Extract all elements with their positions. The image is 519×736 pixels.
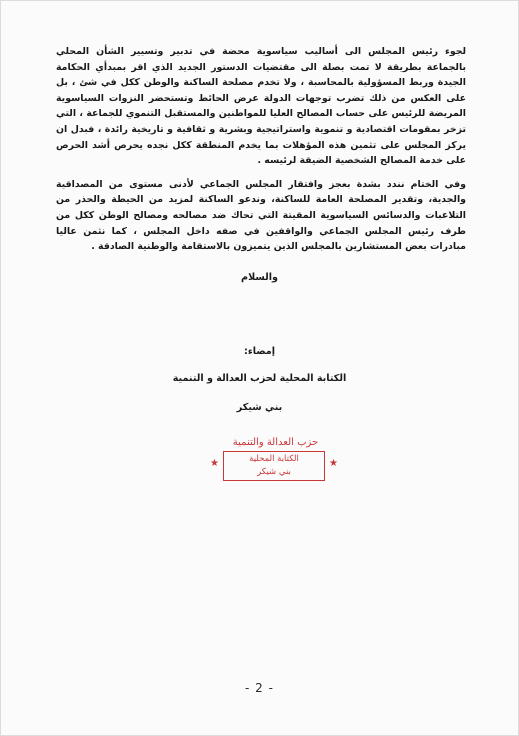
star-icon: ★: [210, 458, 219, 469]
stamp-party-name: حزب العدالة والتنمية: [232, 437, 319, 448]
organization-name: الكتابة المحلية لحزب العدالة و التنمية: [172, 373, 347, 384]
closing-salutation: والسلام: [241, 272, 278, 283]
page-number: - 2 -: [245, 681, 274, 695]
star-icon: ★: [329, 458, 338, 469]
letter-body: [56, 44, 466, 255]
stamp-town: بني شيكر: [257, 467, 291, 477]
paragraph-1: لجوء رئيس المجلس الى أساليب سياسوية محضة في تدبير وتسيير الشأن المحلي بالجماعة بطريقة لا تمت بصلة الى مقتضيات الدستور الجديد الذي اقر بمبدأي الحكامة الجيدة وربط المسؤولية بالمحاسبة ، ولا تخدم مصلحة الساكنة والوطن ككل في شئ ، بل على العكس من ذلك تضرب توجهات الدولة عرض الحائط وتستحضر النزوات السياسوية المريضة للرئيس على حساب المصالح العليا للمواطنين والمستقبل التنموي للجماعة ، التي تزخر بمقومات اقتصادية و تنموية واستراتيجية وبشرية و ثقافية و تاريخية رائدة ، فبدل ان يركز المجلس على تثمين هذه المؤهلات بما يخدم المنطقة ككل نجده يحرص أشد الحرص على خدمة المصالح الشخصية الضيقة لرئيسه .: [56, 46, 466, 167]
signature-label: إمضاء:: [243, 346, 276, 357]
stamp-frame: [223, 451, 325, 481]
stamp-secretariat: الكتابة المحلية: [249, 454, 299, 464]
party-stamp: [205, 437, 340, 483]
paragraph-2: وفي الختام نندد بشدة بعجز وافتقار المجلس الجماعي لأدنى مستوى من المصداقية والجدية، وتقدير المصلحة العامة للساكنة، وندعو الساكنة لمزيد من الحيطة والحذر من التلاعبات والدسائس السياسوية المقيتة التي تحاك ضد مصالحه ومصالح الوطن ككل من طرف رئيس المجلس الجماعي والواقفين في صفه داخل المجلس ، كما نثمن عاليا مبادرات بعض المستشارين بالمجلس الذين يتميزون بالاستقامة والوطنية الصادقة .: [56, 178, 466, 253]
town-name: بني شيكر: [236, 402, 283, 413]
